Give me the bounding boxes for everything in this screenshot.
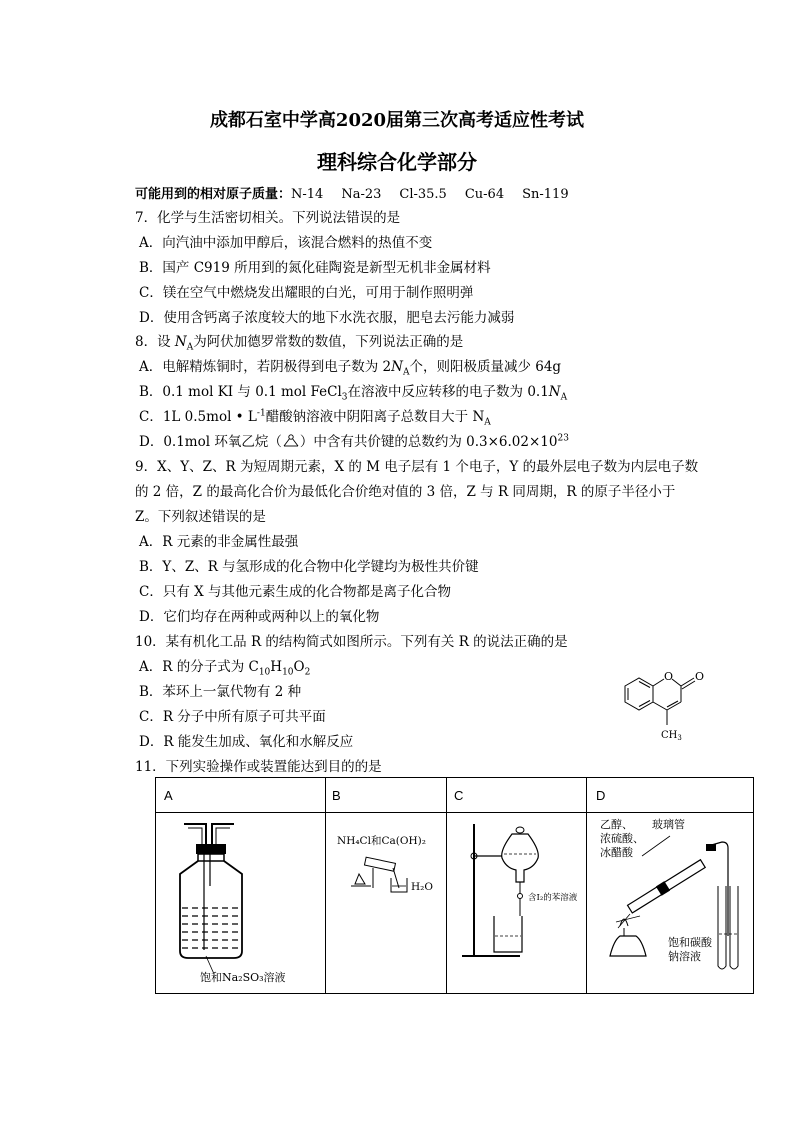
col-label-a: A [164,788,173,803]
ring-oxygen-label: O [664,670,674,683]
apparatus-a-label: 饱和Na₂SO₃溶液 [200,971,286,984]
q9-option-a: A．R 元素的非金属性最强 [139,534,299,550]
q8-a-n: N [391,359,403,375]
col-divider [325,778,326,993]
q10-a-pre: A．R 的分子式为 C [139,659,259,675]
q7-stem: 7．化学与生活密切相关。下列说法错误的是 [135,210,401,226]
mass-na: Na-23 [341,187,382,202]
apparatus-d-reagent-2: 浓硫酸、 [600,832,644,845]
q8-option-b [139,380,567,403]
col-label-d: D [596,788,606,803]
col-divider [446,778,447,993]
q8-d-mid: ）中含有共价键的总数约为 0.3×6.02×10 [299,434,558,450]
q9-stem-line3: Z。下列叙述错误的是 [135,509,266,525]
q7-option-d: D．使用含钙离子浓度较大的地下水洗衣服，肥皂去污能力减弱 [139,310,515,326]
apparatus-a-wash-bottle [166,816,316,991]
q11-stem: 11．下列实验操作或装置能达到目的的是 [135,759,382,775]
q8-a-sub: A [402,367,410,378]
q9-option-b: B．Y、Z、R 与氢形成的化合物中化学键均为极性共价键 [139,559,479,575]
q10-option-c: C．R 分子中所有原子可共平面 [139,709,326,725]
q8-a-pre: A．电解精炼铜时，若阴极得到电子数为 2 [139,359,392,375]
q9-option-d: D．它们均存在两种或两种以上的氧化物 [139,609,380,625]
col-divider [586,778,587,993]
q8-b-n: N [548,384,561,400]
q8-d-sup: 23 [557,433,569,444]
q10-a-o: O [293,659,305,675]
q8-b-sub3: 3 [341,392,348,403]
options-table [155,777,754,994]
q8-c-pre: C．1L 0.5mol • L [139,409,257,425]
q8-a-post: 个，则阳极质量减少 64g [409,359,562,375]
q9-stem-line2: 的 2 倍，Z 的最高化合价为最低化合价绝对值的 3 倍，Z 与 R 同周期，R 的原子半径小于 [135,484,676,500]
atomic-mass-label: 可能用到的相对原子质量： [135,187,292,202]
q8-c-sup: -1 [256,408,266,419]
col-label-b: B [332,788,341,803]
q8-d-pre: D．0.1mol 环氧乙烷（ [139,434,282,450]
q10-option-d: D．R 能发生加成、氧化和水解反应 [139,734,354,750]
atomic-mass-line [135,183,569,202]
q8-option-a [139,355,561,378]
apparatus-d-reagent-1: 乙醇、 [600,818,633,831]
methyl-sub: 3 [677,734,682,742]
q8-c-mid: 醋酸钠溶液中阴阳离子总数目大于 N [265,409,485,425]
q8-c-sub: A [484,417,491,428]
methyl-label [661,730,682,742]
col-label-c: C [454,788,464,803]
q10-a-h: H [270,659,283,675]
apparatus-d-esterification [590,816,752,991]
q10-stem: 10．某有机化工品 R 的结构简式如图所示。下列有关 R 的说法正确的是 [135,634,568,650]
apparatus-b-reagent-label: NH₄Cl和Ca(OH)₂ [337,835,426,847]
q7-option-a: A．向汽油中添加甲醇后，该混合燃料的热值不变 [139,235,433,251]
carbonyl-oxygen-label: O [695,670,705,683]
q10-option-b: B．苯环上一氯代物有 2 种 [139,684,302,700]
apparatus-c-separatory-funnel [450,816,584,991]
q10-a-s2: 10 [282,667,294,678]
q8-stem-pre: 8．设 [135,334,175,350]
mass-cu: Cu-64 [464,187,505,202]
q8-b-mid: 在溶液中反应转移的电子数为 0.1 [347,384,549,400]
apparatus-d-reagent-3: 冰醋酸 [600,846,633,859]
apparatus-d-solution-2: 钠溶液 [668,950,701,963]
apparatus-d-tube-label: 玻璃管 [652,818,685,831]
exam-title: 成都石室中学高2020届第三次高考适应性考试 [209,110,585,131]
apparatus-c-label: 含I₂的苯溶液 [528,893,578,903]
q8-b-sub: A [560,392,568,403]
q8-stem [135,330,463,353]
q7-option-c: C．镁在空气中燃烧发出耀眼的白光，可用于制作照明弹 [139,285,474,301]
epoxide-icon [282,434,300,447]
q9-stem-line1: 9．X、Y、Z、R 为短周期元素，X 的 M 电子层有 1 个电子，Y 的最外层电子数为内层电子数 [135,459,699,475]
q8-na: N [174,334,187,350]
mass-sn: Sn-119 [522,187,569,202]
apparatus-d-solution-1: 饱和碳酸 [668,936,712,949]
apparatus-b-gas-generation [329,816,444,991]
methyl-ch: CH [661,730,678,741]
q8-option-d [139,430,569,450]
exam-subtitle: 理科综合化学部分 [317,150,477,174]
q10-a-s3: 2 [304,667,311,678]
molecule-structure [615,662,725,747]
q8-stem-post: 为阿伏加德罗常数的数值，下列说法正确的是 [193,334,464,350]
q8-na-sub: A [186,342,194,353]
q8-option-c [139,405,491,428]
q7-option-b: B．国产 C919 所用到的氮化硅陶瓷是新型无机非金属材料 [139,260,491,276]
mass-n: N-14 [291,187,324,202]
mass-cl: Cl-35.5 [399,187,447,202]
q8-b-pre: B．0.1 mol KI 与 0.1 mol FeCl [139,384,342,400]
q9-option-c: C．只有 X 与其他元素生成的化合物都是离子化合物 [139,584,452,600]
apparatus-b-water-label: H₂O [411,881,433,893]
q10-a-s1: 10 [258,667,271,678]
q10-option-a [139,655,310,678]
